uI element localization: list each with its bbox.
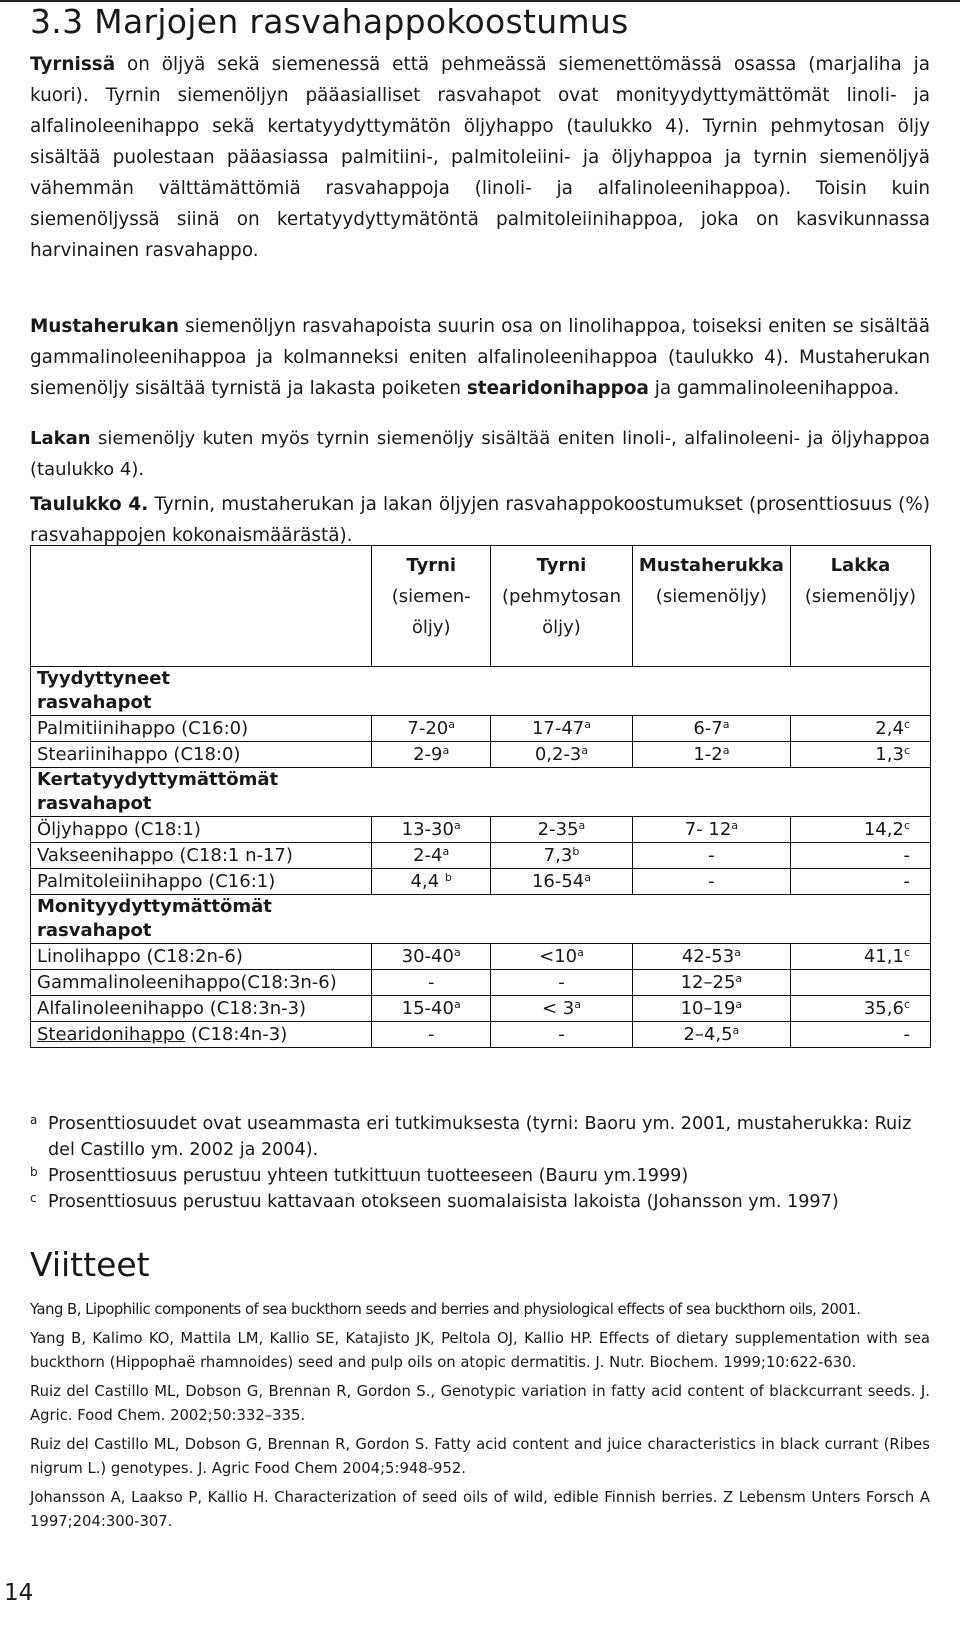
table-cell bbox=[632, 869, 790, 895]
cell-value: < 3 bbox=[541, 997, 575, 1019]
footnote-mark: a bbox=[735, 971, 743, 985]
group-filler bbox=[372, 895, 931, 944]
cell-value: 2–4,5 bbox=[683, 1023, 733, 1045]
column-title: Tyrni bbox=[536, 555, 587, 576]
table-cell bbox=[491, 970, 633, 996]
footnote-mark: a bbox=[735, 997, 743, 1011]
column-title: Tyrni bbox=[406, 555, 457, 576]
row-label: Steariinihappo (C18:0) bbox=[31, 742, 372, 768]
table-cell bbox=[790, 742, 930, 768]
group-label-line: rasvahapot bbox=[37, 920, 152, 941]
row-label: Alfalinoleenihappo (C18:3n-3) bbox=[31, 996, 372, 1022]
table-header-row bbox=[31, 546, 931, 667]
cell-value: - bbox=[558, 971, 565, 993]
column-subtitle: (siemenöljy) bbox=[655, 586, 767, 607]
footnote-mark: c bbox=[903, 743, 910, 757]
group-label-line: rasvahapot bbox=[37, 692, 152, 713]
table-caption-text: Tyrnin, mustaherukan ja lakan öljyjen rasvahappokoostumukset (prosenttiosuus (%) rasvahappojen kokonaismäärästä). bbox=[30, 494, 931, 546]
cell-value: 16-54 bbox=[531, 870, 585, 892]
footnotes bbox=[30, 1111, 930, 1215]
table-cell bbox=[790, 996, 930, 1022]
table-caption-label: Taulukko 4. bbox=[30, 494, 149, 515]
footnote-text: Prosenttiosuus perustuu yhteen tutkittuun tuotteeseen (Bauru ym.1999) bbox=[48, 1166, 689, 1186]
column-title: Lakka bbox=[830, 555, 891, 576]
footnote-mark: b bbox=[444, 870, 452, 884]
cell-value: 2-9 bbox=[413, 743, 443, 765]
table-row bbox=[31, 869, 931, 895]
footnote-mark: a bbox=[574, 997, 581, 1011]
row-label: Palmitiinihappo (C16:0) bbox=[31, 716, 372, 742]
table-cell bbox=[372, 996, 491, 1022]
table-cell bbox=[632, 817, 790, 843]
footnote-text: Prosenttiosuus perustuu kattavaan otokseen suomalaisista lakoista (Johansson ym. 1997) bbox=[48, 1192, 839, 1212]
table-cell bbox=[372, 1022, 491, 1048]
row-label: Öljyhappo (C18:1) bbox=[31, 817, 372, 843]
footnote-mark: a bbox=[448, 717, 455, 731]
group-label bbox=[31, 895, 372, 944]
footnote-mark: b bbox=[572, 844, 580, 858]
footnote-mark: a bbox=[453, 818, 461, 832]
cell-value: 12–25 bbox=[680, 971, 736, 993]
table-caption bbox=[30, 489, 930, 551]
footnote-mark: a bbox=[577, 945, 584, 959]
table-cell bbox=[790, 716, 930, 742]
row-label-rest: (C18:4n-3) bbox=[185, 1023, 288, 1045]
footnote-mark: a bbox=[453, 997, 461, 1011]
paragraph-tyrni bbox=[30, 49, 930, 266]
table-cell bbox=[372, 843, 491, 869]
paragraph-mustaherukka bbox=[30, 311, 930, 404]
table-row bbox=[31, 944, 931, 970]
table-cell bbox=[491, 944, 633, 970]
row-label: Palmitoleiinihappo (C16:1) bbox=[31, 869, 372, 895]
row-label: Vakseenihappo (C18:1 n-17) bbox=[31, 843, 372, 869]
column-subtitle: (pehmytosan bbox=[501, 586, 621, 607]
cell-value: 10–19 bbox=[680, 997, 736, 1019]
table-cell bbox=[632, 716, 790, 742]
cell-value: 13-30 bbox=[401, 818, 454, 840]
section-heading: 3.3 Marjojen rasvahappokoostumus bbox=[30, 2, 629, 41]
table-cell bbox=[491, 742, 633, 768]
footnote-mark: a bbox=[30, 1113, 38, 1127]
footnote-text: Prosenttiosuudet ovat useammasta eri tutkimuksesta (tyrni: Baoru ym. 2001, mustaherukka: Ruiz del Castillo ym. 2002 ja 2004). bbox=[48, 1114, 912, 1160]
table-cell bbox=[790, 843, 930, 869]
footnote-mark: b bbox=[30, 1165, 38, 1179]
cell-value: 14,2 bbox=[863, 818, 904, 840]
cell-value: 6-7 bbox=[693, 717, 723, 739]
cell-value: 7-20 bbox=[407, 717, 449, 739]
column-title: Mustaherukka bbox=[638, 555, 784, 576]
table-cell bbox=[790, 1022, 930, 1048]
cell-value: - bbox=[558, 1023, 565, 1045]
group-label-line: Monityydyttymättömät bbox=[37, 896, 272, 917]
table-cell bbox=[632, 996, 790, 1022]
cell-value: 7- 12 bbox=[684, 818, 732, 840]
table-cell bbox=[491, 996, 633, 1022]
paragraph-mustaherukka-text-a: siemenöljyn rasvahapoista suurin osa on linolihappoa, toiseksi eniten se sisältää gammalinoleenihappoa ja kolmanneksi eniten alfalinoleenihappoa (taulukko 4). Mustaherukan siemenöljy sisältää tyrnistä ja lakasta poiketen bbox=[30, 316, 930, 399]
table-cell bbox=[372, 817, 491, 843]
reference-item: Ruiz del Castillo ML, Dobson G, Brennan R, Gordon S. Fatty acid content and juice characteristics in black currant (Ribes nigrum L.) genotypes. J. Agric Food Chem 2004;5:948-952. bbox=[30, 1436, 930, 1477]
table-cell bbox=[372, 944, 491, 970]
table-cell bbox=[632, 944, 790, 970]
row-label-underlined: Stearidonihappo bbox=[37, 1023, 186, 1045]
page-number: 14 bbox=[4, 1580, 34, 1606]
table-cell bbox=[790, 869, 930, 895]
table-cell bbox=[632, 843, 790, 869]
group-label-line: Kertatyydyttymättömät bbox=[37, 769, 279, 790]
references-heading: Viitteet bbox=[30, 1245, 150, 1284]
group-label bbox=[31, 768, 372, 817]
group-label-line: Tyydyttyneet bbox=[37, 668, 171, 689]
footnote-mark: a bbox=[722, 743, 730, 757]
table-cell bbox=[491, 817, 633, 843]
cell-value: 42-53 bbox=[681, 945, 735, 967]
cell-value: <10 bbox=[539, 945, 578, 967]
footnote-mark: a bbox=[732, 1023, 740, 1037]
table-cell bbox=[491, 843, 633, 869]
column-header bbox=[790, 546, 930, 667]
reference-item: Johansson A, Laakso P, Kallio H. Characterization of seed oils of wild, edible Finnish berries. Z Lebensm Unters Forsch A 1997;204:300-307. bbox=[30, 1489, 930, 1530]
table-cell bbox=[372, 869, 491, 895]
table-cell bbox=[372, 742, 491, 768]
cell-value: 2-4 bbox=[413, 844, 443, 866]
table-group-row bbox=[31, 667, 931, 716]
footnote-mark: c bbox=[903, 997, 910, 1011]
footnote-mark: c bbox=[903, 717, 910, 731]
column-header bbox=[491, 546, 633, 667]
paragraph-lakka-text: siemenöljy kuten myös tyrnin siemenöljy sisältää eniten linoli-, alfalinoleeni- ja öljyhappoa (taulukko 4). bbox=[30, 428, 930, 480]
footnote-mark: c bbox=[903, 818, 910, 832]
footnote-mark: a bbox=[584, 717, 592, 731]
cell-value: 0,2-3 bbox=[534, 743, 582, 765]
footnote-mark: a bbox=[584, 870, 592, 884]
fatty-acid-table bbox=[30, 545, 931, 1048]
group-label-line: rasvahapot bbox=[37, 793, 152, 814]
cell-value: - bbox=[427, 1023, 435, 1045]
table-row bbox=[31, 843, 931, 869]
reference-item: Yang B, Kalimo KO, Mattila LM, Kallio SE, Katajisto JK, Peltola OJ, Kallio HP. Effects of dietary supplementation with sea buckthorn (Hippophaë rhamnoides) seed and pulp oils on atopic dermatitis. J. Nutr. Biochem. 1999;10:622-630. bbox=[30, 1330, 930, 1371]
footnote-mark: a bbox=[578, 818, 586, 832]
table-cell bbox=[632, 742, 790, 768]
column-subtitle: (siemen- bbox=[391, 586, 471, 607]
cell-value: 30-40 bbox=[401, 945, 454, 967]
paragraph-mustaherukka-emphasis: stearidonihappoa bbox=[466, 378, 649, 399]
reference-item: Ruiz del Castillo ML, Dobson G, Brennan R, Gordon S., Genotypic variation in fatty acid content of blackcurrant seeds. J. Agric. Food Chem. 2002;50:332–335. bbox=[30, 1383, 930, 1424]
footnote-mark: a bbox=[722, 717, 730, 731]
cell-value: 1,3 bbox=[875, 743, 904, 765]
footnote-mark: a bbox=[581, 743, 589, 757]
table-row bbox=[31, 970, 931, 996]
table-group-row bbox=[31, 768, 931, 817]
table-cell bbox=[790, 817, 930, 843]
table-cell bbox=[491, 1022, 633, 1048]
table-cell bbox=[491, 869, 633, 895]
cell-value: 41,1 bbox=[863, 945, 904, 967]
row-label bbox=[31, 1022, 372, 1048]
footnote bbox=[30, 1111, 930, 1163]
paragraph-lakka-lead: Lakan bbox=[30, 428, 91, 449]
paragraph-tyrni-lead: Tyrnissä bbox=[30, 54, 116, 75]
column-header bbox=[632, 546, 790, 667]
table-cell bbox=[790, 970, 930, 996]
paragraph-mustaherukka-text-b: ja gammalinoleenihappoa. bbox=[648, 378, 900, 399]
row-label: Linolihappo (C18:2n-6) bbox=[31, 944, 372, 970]
paragraph-lakka bbox=[30, 423, 930, 485]
footnote-mark: a bbox=[734, 945, 741, 959]
footnote-mark: a bbox=[442, 743, 450, 757]
table-cell bbox=[790, 944, 930, 970]
table-row bbox=[31, 1022, 931, 1048]
table-row bbox=[31, 817, 931, 843]
cell-value: - bbox=[903, 1023, 910, 1045]
paragraph-mustaherukka-lead: Mustaherukan bbox=[30, 316, 180, 337]
cell-value: 2-35 bbox=[537, 818, 579, 840]
row-label: Gammalinoleenihappo(C18:3n-6) bbox=[31, 970, 372, 996]
cell-value: - bbox=[708, 870, 715, 892]
cell-value: 17-47 bbox=[531, 717, 585, 739]
footnote-mark: c bbox=[903, 945, 910, 959]
cell-value: - bbox=[903, 870, 910, 892]
table-cell bbox=[372, 716, 491, 742]
cell-value: - bbox=[427, 971, 435, 993]
references-list bbox=[30, 1298, 930, 1539]
footnote-mark: a bbox=[453, 945, 461, 959]
table-group-row bbox=[31, 895, 931, 944]
header-empty-cell bbox=[31, 546, 372, 667]
footnote-mark: c bbox=[30, 1191, 37, 1205]
cell-value: 2,4 bbox=[875, 717, 904, 739]
cell-value: 1-2 bbox=[693, 743, 723, 765]
table-cell bbox=[491, 716, 633, 742]
footnote bbox=[30, 1163, 930, 1189]
column-subtitle: öljy) bbox=[411, 617, 451, 638]
table-row bbox=[31, 742, 931, 768]
cell-value: - bbox=[903, 844, 910, 866]
cell-value: 7,3 bbox=[543, 844, 573, 866]
cell-value: - bbox=[708, 844, 715, 866]
cell-value: 35,6 bbox=[863, 997, 904, 1019]
cell-value: 4,4 bbox=[410, 870, 445, 892]
cell-value: 15-40 bbox=[401, 997, 454, 1019]
table-row bbox=[31, 996, 931, 1022]
table-row bbox=[31, 716, 931, 742]
footnote-mark: a bbox=[731, 818, 739, 832]
table-cell bbox=[632, 970, 790, 996]
group-filler bbox=[372, 768, 931, 817]
column-subtitle: (siemenöljy) bbox=[804, 586, 917, 607]
table-cell bbox=[372, 970, 491, 996]
paragraph-tyrni-text: on öljyä sekä siemenessä että pehmeässä siemenettömässä osassa (marjaliha ja kuori). Tyrnin siemenöljyn pääasialliset rasvahapot ovat monityydyttymättömät linoli- ja alfalinoleenihappo sekä kertatyydyttymätön öljyhappo (taulukko 4). Tyrnin pehmytosan öljy sisältää puolestaan pääasiassa palmitiini-, palmitoleiini- ja öljyhappoa ja tyrnin siemenöljyä vähemmän välttämättömiä rasvahappoja (linoli- ja alfalinoleenihappoa). Toisin kuin siemenöljyssä siinä on kertatyydyttymätöntä palmitoleiinihappoa, joka on kasvikunnassa harvinainen rasvahappo. bbox=[30, 54, 930, 261]
footnote-mark: a bbox=[442, 844, 450, 858]
group-filler bbox=[372, 667, 931, 716]
reference-item: Yang B, Lipophilic components of sea buckthorn seeds and berries and physiological effects of sea buckthorn oils, 2001. bbox=[30, 1301, 861, 1318]
column-subtitle: öljy) bbox=[542, 617, 581, 638]
column-header bbox=[372, 546, 491, 667]
group-label bbox=[31, 667, 372, 716]
footnote bbox=[30, 1189, 930, 1215]
table-cell bbox=[632, 1022, 790, 1048]
